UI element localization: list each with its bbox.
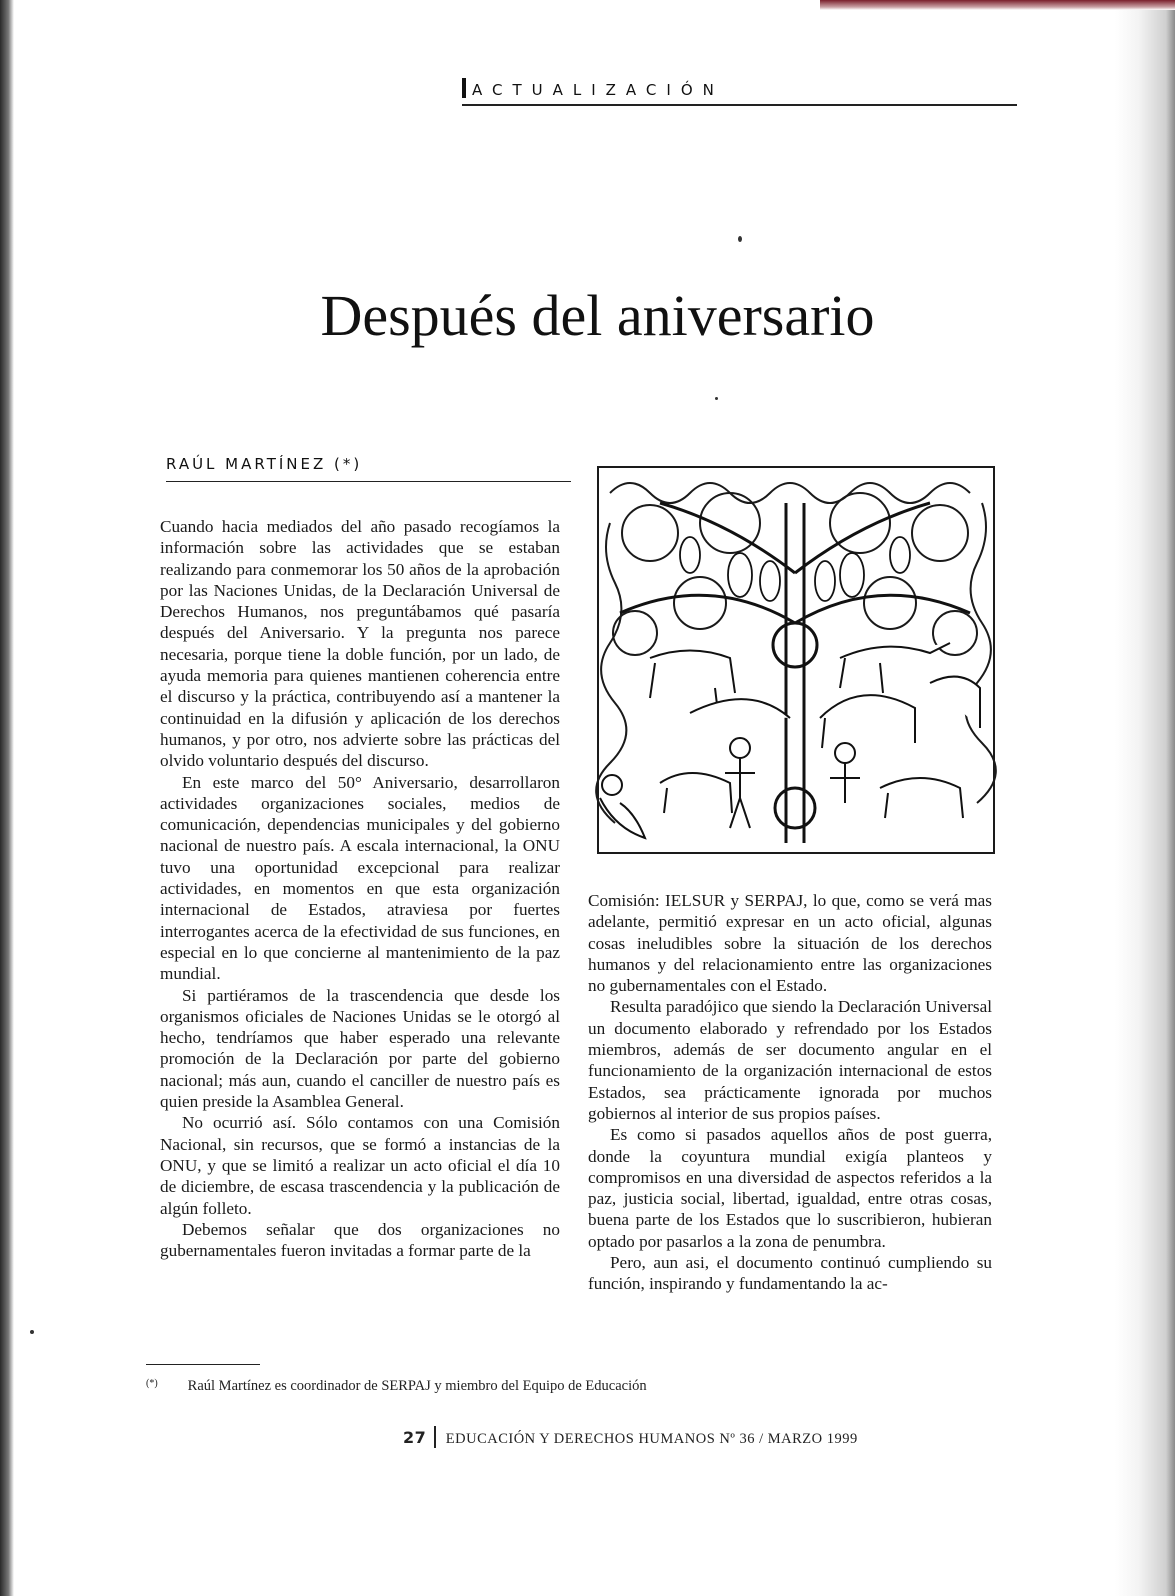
article-title: Después del aniversario xyxy=(320,283,875,348)
paragraph: Resulta paradójico que siendo la Declaración Universal un documento elaborado y refrendado por los Estados miembros, además de ser documento angular en el funcionamiento de la organización internacional de estos Estados, sea prácticamente ignorada por muchos gobiernos al interior de sus propios países. xyxy=(588,997,992,1123)
page-edge-shadow-left xyxy=(0,0,14,1596)
section-header xyxy=(462,78,1017,106)
paragraph: Si partiéramos de la trascendencia que desde los organismos oficiales de Naciones Unidas se le otorgó al hecho, tendríamos que haber esperado una relevante promoción de la Declaración por parte del gobierno nacional; más aun, cuando el canciller de nuestro país es quien preside la Asamblea General. xyxy=(160,985,560,1112)
paragraph: Cuando hacia mediados del año pasado recogíamos la información sobre las actividades que se estaban realizando para conmemorar los 50 años de la aprobación por las Naciones Unidas, de la Declaración Universal de Derechos Humanos, nos preguntábamos qué pasaría después del Aniversario. Y la pregunta nos parece necesaria, porque tiene la doble función, por un lado, de ayuda memoria para quienes mantienen coherencia entre el discurso y la práctica, contribuyendo así a mantener la continuidad en la difusión y aplicación de los derechos humanos, y por otro, nos advierte sobre las prácticas del olvido voluntario después del discurso. xyxy=(160,517,560,771)
publication-info: EDUCACIÓN Y DERECHOS HUMANOS Nº 36 / MARZO 1999 xyxy=(445,1431,858,1447)
scan-speck xyxy=(738,236,742,242)
paragraph: No ocurrió así. Sólo contamos con una Comisión Nacional, sin recursos, que se formó a instancias de la ONU, y que se limitó a realizar un acto oficial el día 10 de diciembre, de escasa trascendencia y la publicación de algún folleto. xyxy=(160,1113,560,1218)
paragraph: Comisión: IELSUR y SERPAJ, lo que, como se verá mas adelante, permitió expresar en un acto oficial, algunas cosas ineludibles sobre la situación de los derechos humanos y del relacionamiento entre las organizaciones no gubernamentales con el Estado. xyxy=(588,891,992,996)
paragraph: Es como si pasados aquellos años de post guerra, donde la coyuntura mundial exigía planteos y compromisos en una diversidad de aspectos referidos a la paz, justicia social, libertad, igualdad, entre otras cosas, buena parte de los Estados que lo suscribieron, hubieran optado por pasarlos a la zona de penumbra. xyxy=(588,1125,992,1251)
section-header-bar xyxy=(462,78,466,98)
article-column-left xyxy=(160,516,560,1261)
section-label: ACTUALIZACIÓN xyxy=(472,81,724,99)
footnote-mark: (*) xyxy=(146,1378,158,1389)
footnote xyxy=(146,1378,846,1395)
footnote-rule xyxy=(146,1364,260,1365)
paragraph: Pero, aun asi, el documento continuó cumpliendo su función, inspirando y fundamentando la ac- xyxy=(588,1253,992,1294)
scan-speck xyxy=(30,1330,34,1334)
medieval-tree-of-life-engraving-icon xyxy=(590,463,1000,858)
page-number: 27 xyxy=(403,1428,427,1447)
article-author: RAÚL MARTÍNEZ (*) xyxy=(166,455,571,482)
page-edge-shadow-right xyxy=(1115,0,1175,1596)
article-column-right xyxy=(588,890,992,1295)
footnote-text: Raúl Martínez es coordinador de SERPAJ y miembro del Equipo de Educación xyxy=(187,1378,647,1394)
page-edge-top xyxy=(820,0,1175,10)
paragraph: En este marco del 50° Aniversario, desarrollaron actividades organizaciones sociales, medios de comunicación, dependencias municipales y del gobierno nacional de nuestro país. A escala internacional, la ONU tuvo una oportunidad excepcional para realizar actividades, en momentos en que esta organización internacional de Estados, atraviesa por fuertes interrogantes acerca de la efectividad de sus funciones, en especial en lo que concierne al mantenimiento de la paz mundial. xyxy=(160,772,560,984)
page-footer xyxy=(403,1426,923,1448)
scan-speck xyxy=(715,397,718,400)
paragraph: Debemos señalar que dos organizaciones no gubernamentales fueron invitadas a formar parte de la xyxy=(160,1219,560,1261)
footer-divider xyxy=(434,1426,436,1448)
